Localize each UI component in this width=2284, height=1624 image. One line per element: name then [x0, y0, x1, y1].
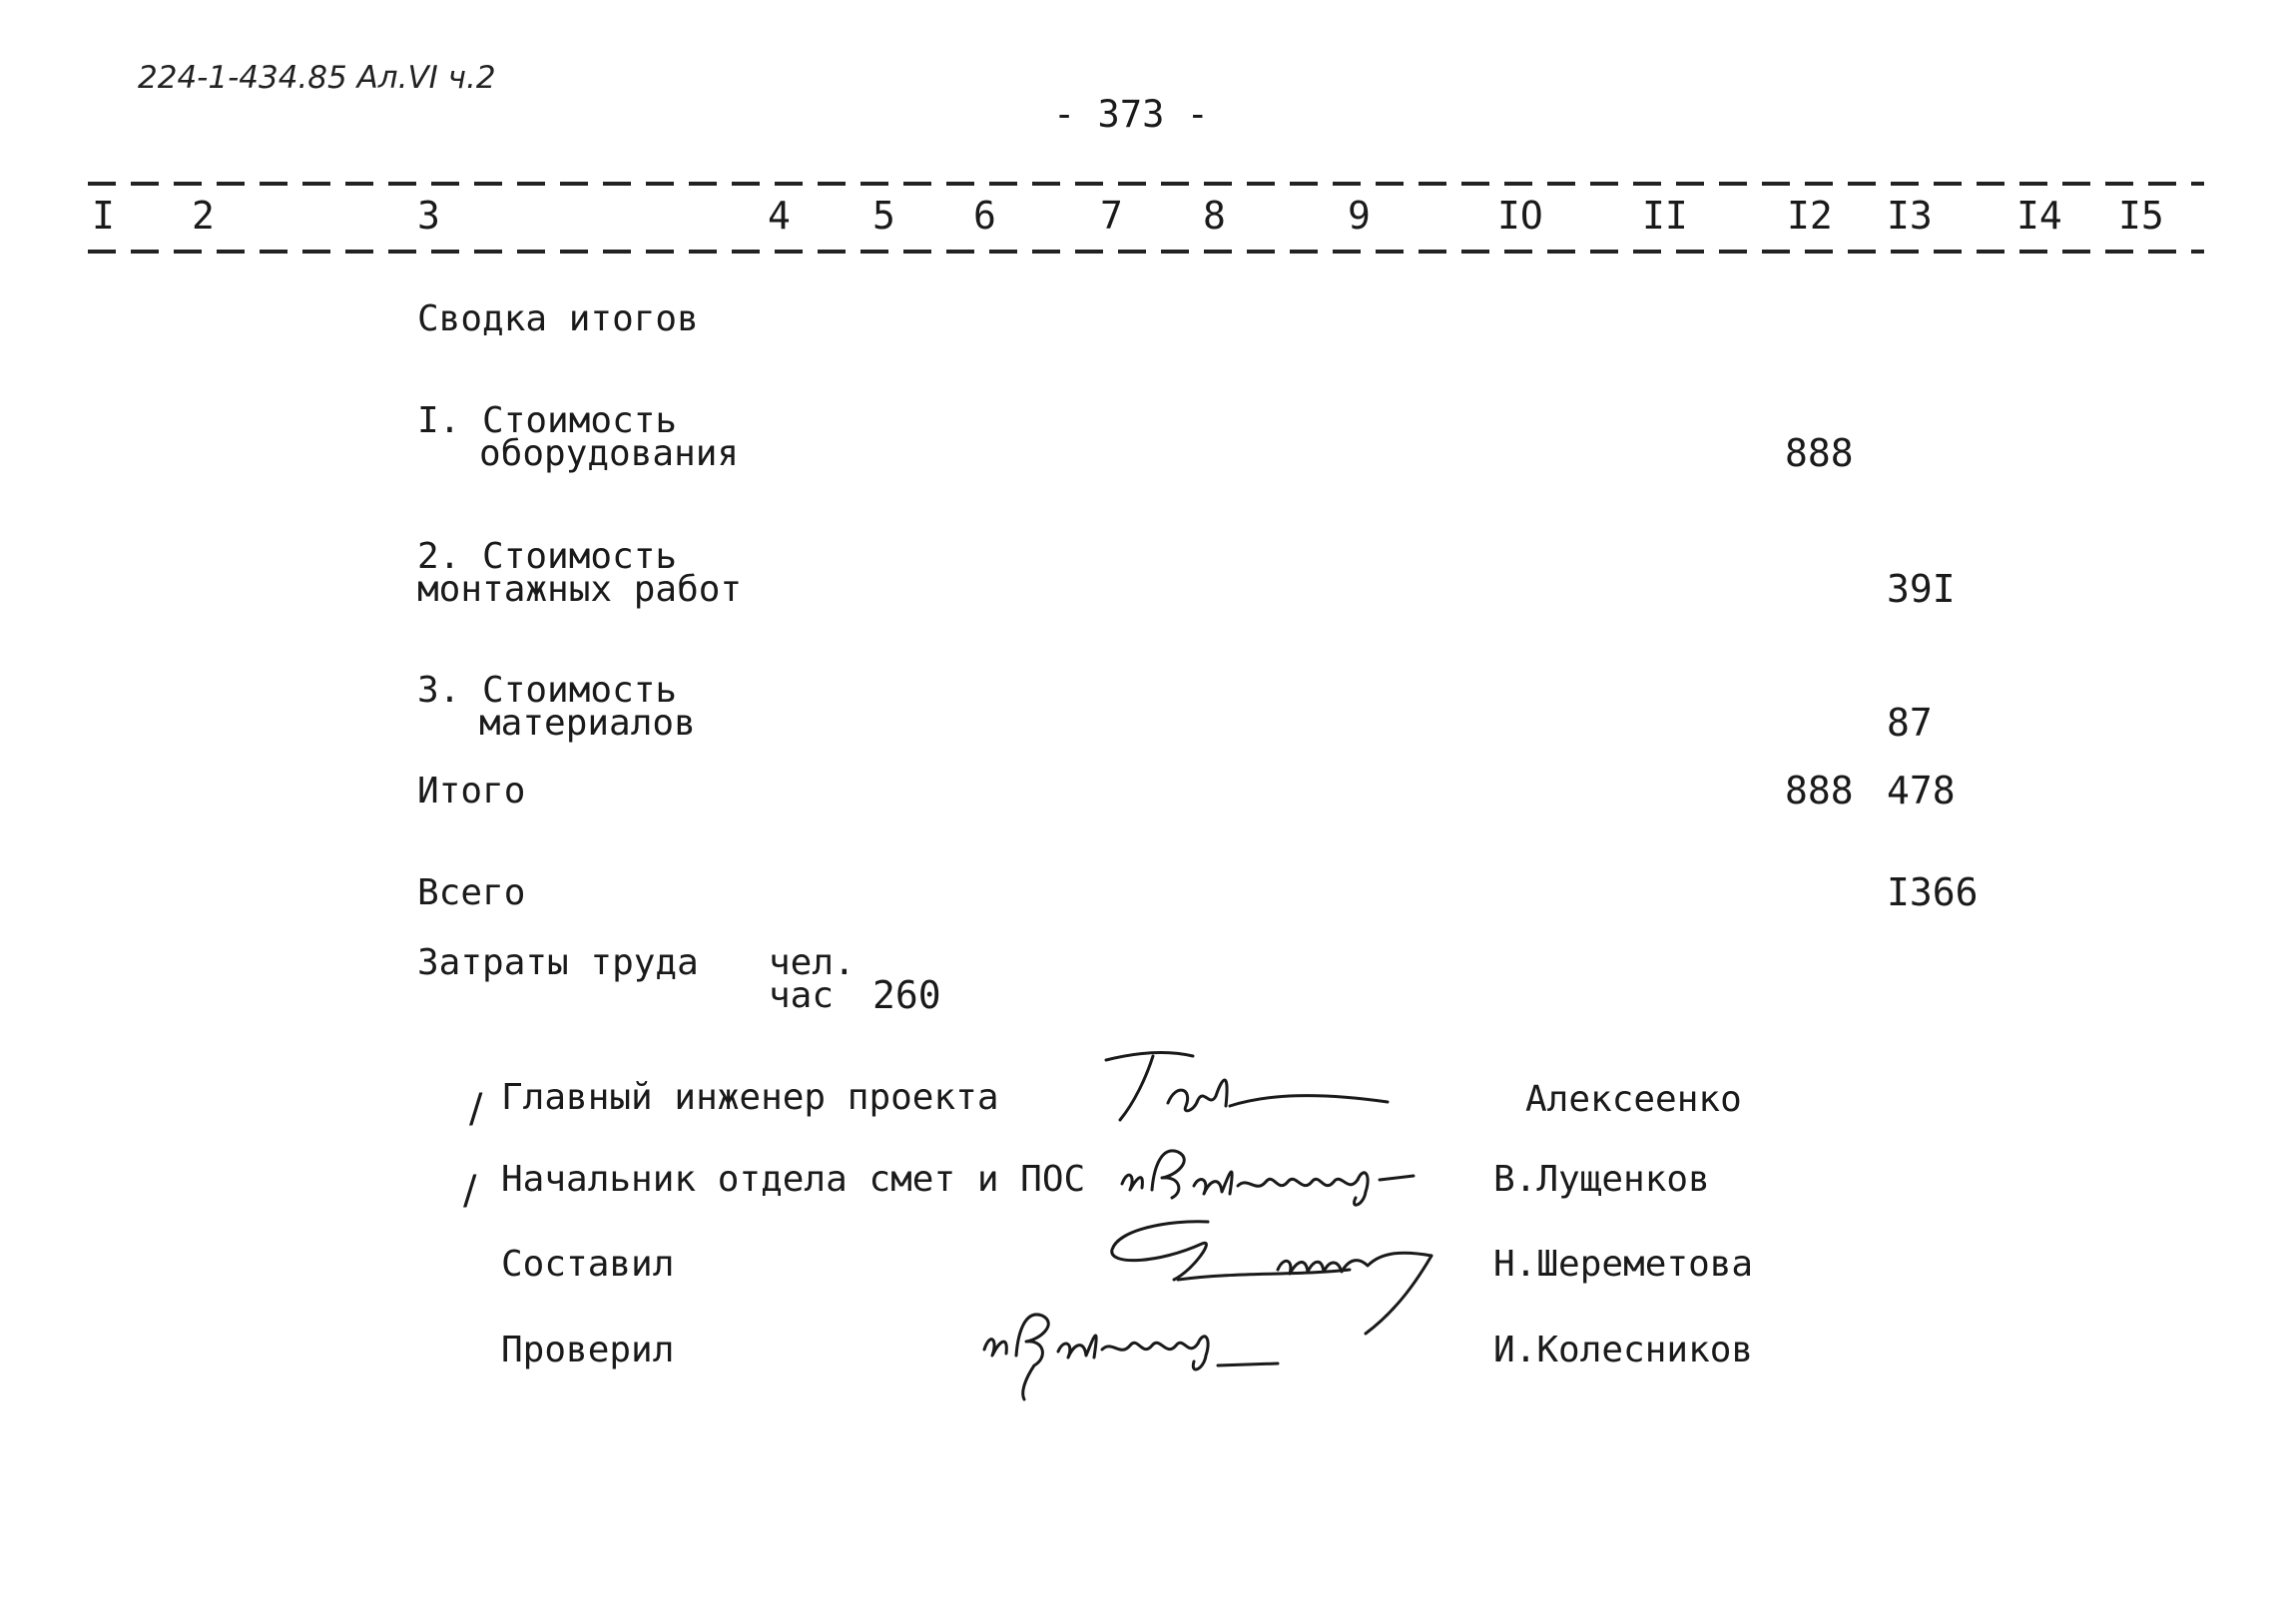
- labor-unit-line1: чел.: [769, 942, 856, 983]
- row-label-line1: 2. Стоимость: [417, 536, 678, 577]
- labor-value: 260: [872, 973, 941, 1017]
- col-header-13: I3: [1887, 194, 1933, 238]
- signature-mark: /: [463, 1168, 477, 1214]
- col-header-1: I: [92, 194, 115, 238]
- labor-unit-line2: час: [769, 975, 835, 1016]
- total-col12: 888: [1785, 769, 1854, 812]
- total-col13: 478: [1887, 769, 1956, 812]
- row-label-line2: оборудования: [479, 433, 740, 474]
- row-value-col12: 888: [1785, 431, 1854, 475]
- col-header-3: 3: [417, 194, 440, 238]
- row-label-line2: материалов: [479, 703, 696, 744]
- grand-total-col13: I366: [1887, 870, 1979, 914]
- col-header-14: I4: [2016, 194, 2062, 238]
- handwritten-signature: [1098, 1048, 1398, 1138]
- col-header-10: IO: [1497, 194, 1543, 238]
- grand-total-label: Всего: [417, 872, 526, 913]
- col-header-7: 7: [1100, 194, 1123, 238]
- row-value-col13: 39I: [1887, 567, 1956, 611]
- signature-name: И.Колесников: [1493, 1330, 1754, 1370]
- col-header-15: I5: [2118, 194, 2164, 238]
- row-label-line1: 3. Стоимость: [417, 670, 678, 711]
- signature-name: Алексеенко: [1525, 1079, 1742, 1120]
- col-header-5: 5: [872, 194, 895, 238]
- row-label-line1: I. Стоимость: [417, 400, 678, 441]
- signature-mark: /: [469, 1086, 483, 1132]
- row-value-col13: 87: [1887, 701, 1933, 745]
- document-reference: 224-1-434.85 Ал.VI ч.2: [138, 60, 496, 96]
- page-number: - 373 -: [1053, 93, 1209, 136]
- row-label-line2: монтажных работ: [417, 569, 743, 610]
- labor-label: Затраты труда: [417, 942, 699, 983]
- section-title: Сводка итогов: [417, 298, 699, 339]
- col-header-11: II: [1642, 194, 1688, 238]
- col-header-2: 2: [192, 194, 215, 238]
- signature-name: Н.Шереметова: [1493, 1244, 1754, 1285]
- header-rule-bottom: [88, 250, 2204, 254]
- signature-role: Проверил: [501, 1330, 675, 1370]
- signature-name: В.Лущенков: [1493, 1159, 1710, 1200]
- col-header-8: 8: [1203, 194, 1226, 238]
- col-header-12: I2: [1787, 194, 1833, 238]
- col-header-6: 6: [973, 194, 996, 238]
- signature-role: Начальник отдела смет и ПОС: [501, 1159, 1086, 1200]
- handwritten-signature: [978, 1296, 1318, 1415]
- col-header-4: 4: [768, 194, 791, 238]
- col-header-9: 9: [1348, 194, 1371, 238]
- header-rule-top: [88, 182, 2204, 186]
- total-label: Итого: [417, 771, 526, 812]
- signature-role: Главный инженер проекта: [501, 1077, 999, 1118]
- signature-role: Составил: [501, 1244, 675, 1285]
